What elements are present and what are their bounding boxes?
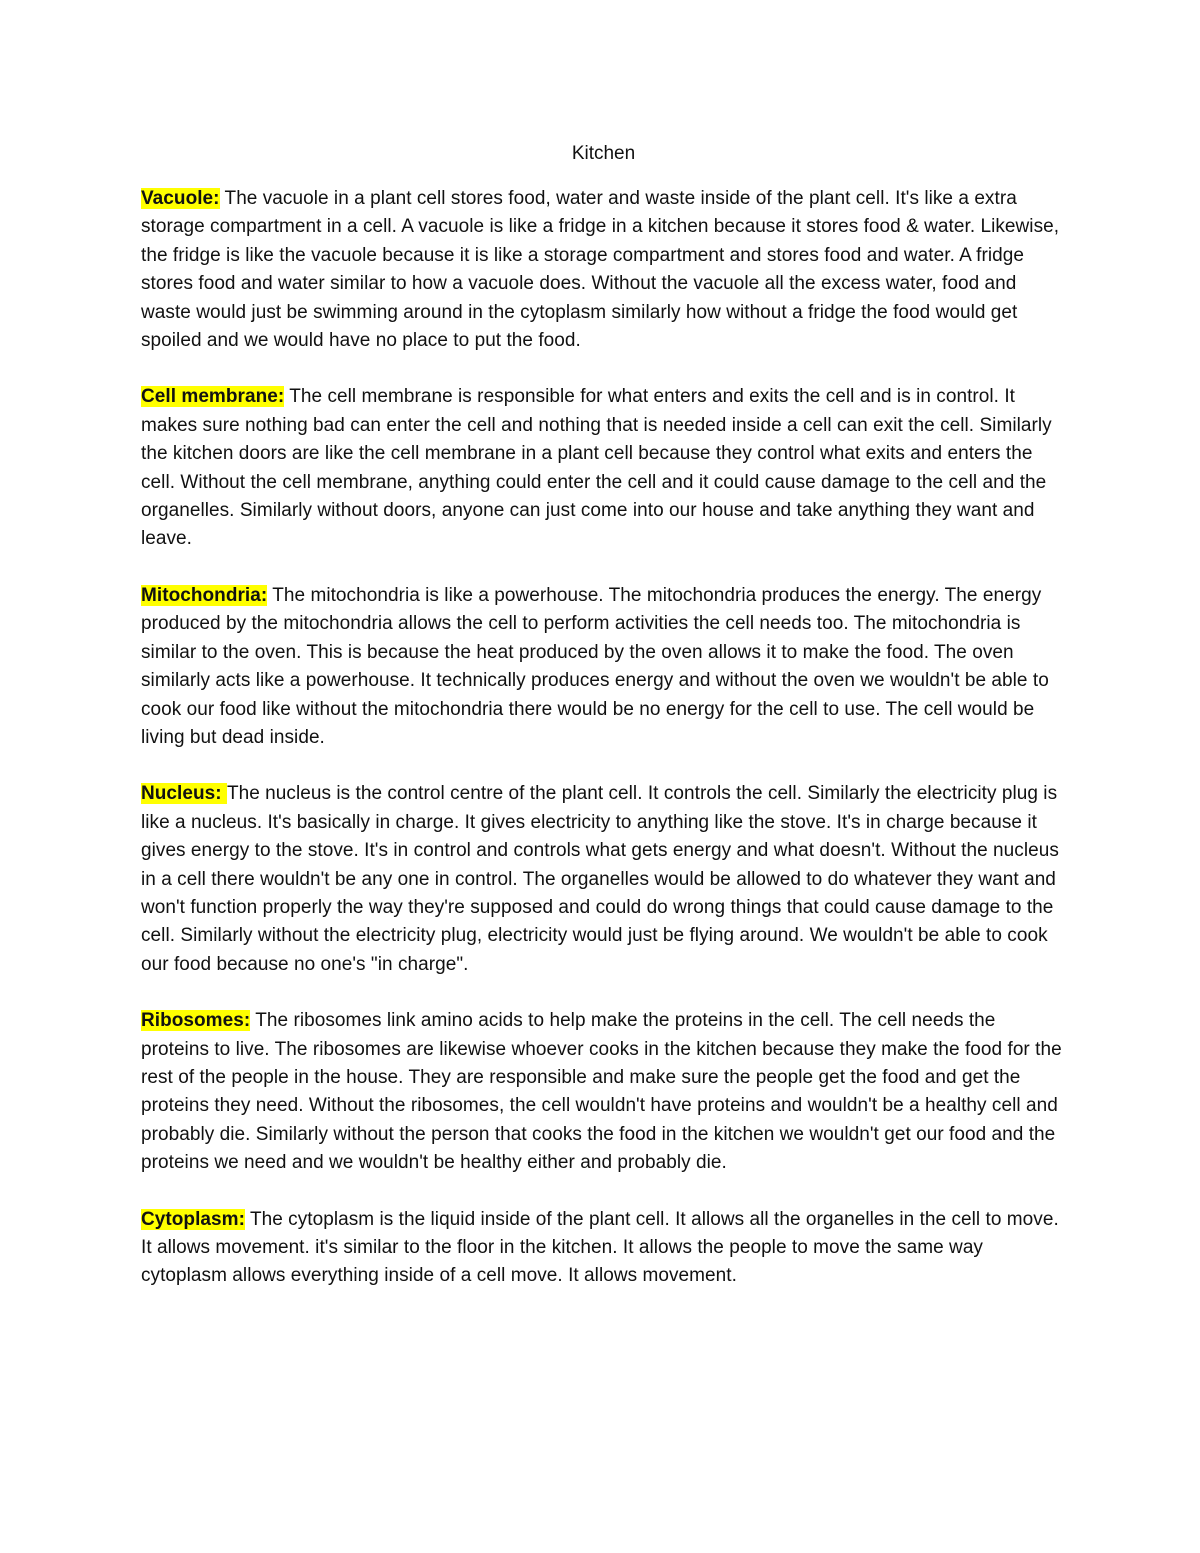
section-mitochondria-text: The mitochondria is like a powerhouse. The mitochondria produces the energy. The energy produced by the mitochondria allows the cell to perform activities the cell needs too. The mitochondria is similar to the oven. This is because the heat produced by the oven allows it to make the food. The oven similarly acts like a powerhouse. It technically produces energy and without the oven we wouldn't be able to cook our food like without the mitochondria there would be no energy for the cell to use. The cell would be living but dead inside.	[141, 584, 1049, 748]
section-vacuole-text: The vacuole in a plant cell stores food, water and waste inside of the plant cell. It's like a extra storage compartment in a cell. A vacuole is like a fridge in a kitchen because it stores food & water. Likewise, the fridge is like the vacuole because it is like a storage compartment and stores food and water. A fridge stores food and water similar to how a vacuole does. Without the vacuole all the excess water, food and waste would just be swimming around in the cytoplasm similarly how without a fridge the food would get spoiled and we would have no place to put the food.	[141, 188, 1060, 352]
section-nucleus-text: The nucleus is the control centre of the plant cell. It controls the cell. Similarly the electricity plug is like a nucleus. It's basically in charge. It gives electricity to anything like the stove. It's in charge because it gives energy to the stove. It's in control and controls what gets energy and what doesn't. Without the nucleus in a cell there wouldn't be any one in control. The organelles would be allowed to do whatever they want and won't function properly the way they're supposed and could do wrong things that could cause damage to the cell. Similarly without the electricity plug, electricity would just be flying around. We wouldn't be able to cook our food because no one's "in charge".	[141, 783, 1059, 975]
section-cytoplasm-text: The cytoplasm is the liquid inside of the plant cell. It allows all the organelles in the cell to move. It allows movement. it's similar to the floor in the kitchen. It allows the people to move the same way cytoplasm allows everything inside of a cell move. It allows movement.	[141, 1208, 1059, 1287]
section-vacuole	[141, 185, 1066, 355]
term-mitochondria: Mitochondria:	[141, 584, 268, 606]
section-mitochondria	[141, 582, 1066, 752]
term-nucleus: Nucleus:	[141, 783, 227, 805]
term-ribosomes: Ribosomes:	[141, 1010, 251, 1032]
term-cell-membrane: Cell membrane:	[141, 386, 285, 408]
term-cytoplasm: Cytoplasm:	[141, 1208, 245, 1230]
section-cytoplasm	[141, 1206, 1066, 1291]
term-vacuole: Vacuole:	[141, 188, 220, 209]
section-ribosomes	[141, 1007, 1066, 1177]
section-cell-membrane-text: The cell membrane is responsible for what enters and exits the cell and is in control. It makes sure nothing bad can enter the cell and nothing that is needed inside a cell can exit the cell. Similarly the kitchen doors are like the cell membrane in a plant cell because they control what exits and enters the cell. Without the cell membrane, anything could enter the cell and it could cause damage to the cell and the organelles. Similarly without doors, anyone can just come into our house and take anything they want and leave.	[141, 386, 1052, 550]
section-cell-membrane	[141, 383, 1066, 553]
section-ribosomes-text: The ribosomes link amino acids to help make the proteins in the cell. The cell needs the proteins to live. The ribosomes are likewise whoever cooks in the kitchen because they make the food for the rest of the people in the house. They are responsible and make sure the people get the food and get the proteins they need. Without the ribosomes, the cell wouldn't have proteins and wouldn't be a healthy cell and probably die. Similarly without the person that cooks the food in the kitchen we wouldn't get our food and the proteins we need and we wouldn't be healthy either and probably die.	[141, 1010, 1062, 1174]
section-nucleus	[141, 780, 1066, 979]
document-title: Kitchen	[571, 143, 636, 164]
document-page	[141, 140, 1066, 1319]
